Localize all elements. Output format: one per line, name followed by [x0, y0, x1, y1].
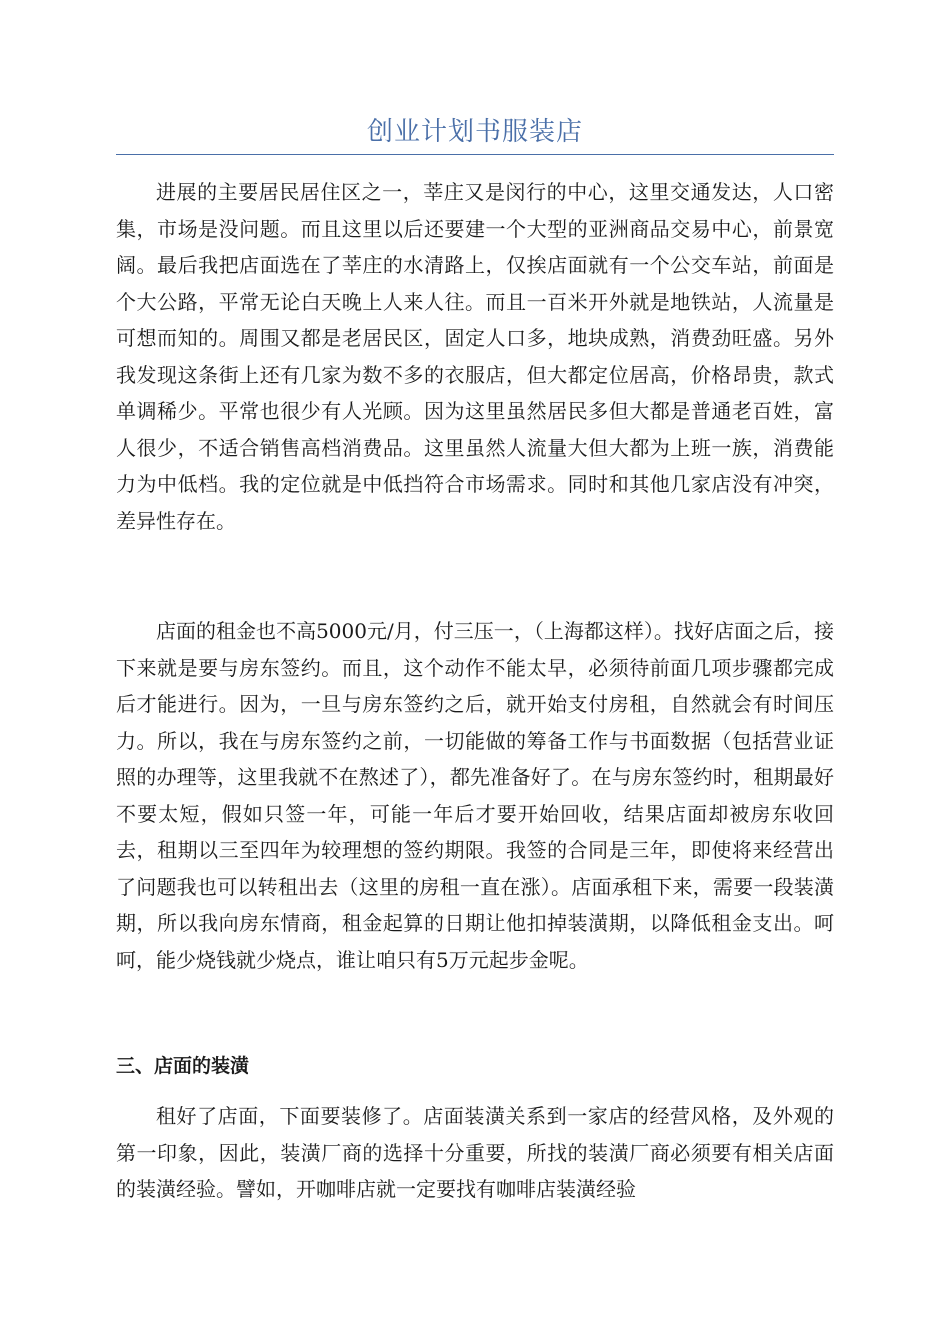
body-paragraph-decoration: 租好了店面，下面要装修了。店面装潢关系到一家店的经营风格，及外观的第一印象，因此，装潢厂商的选择十分重要，所找的装潢厂商必须要有相关店面的装潢经验。譬如，开咖啡店就一定要找有咖啡店装潢经验 [116, 1104, 834, 1201]
document-title: 创业计划书服装店 [366, 117, 583, 147]
section-heading-decoration: 三、店面的装潢 [116, 1055, 250, 1077]
body-paragraph-location: 进展的主要居民居住区之一，莘庄又是闵行的中心，这里交通发达，人口密集，市场是没问题。而且这里以后还要建一个大型的亚洲商品交易中心，前景宽阔。最后我把店面选在了莘庄的水清路上，仅挨店面就有一个公交车站，前面是个大公路，平常无论白天晚上人来人往。而且一百米开外就是地铁站，人流量是可想而知的。周围又都是老居民区，固定人口多，地块成熟，消费劲旺盛。另外我发现这条街上还有几家为数不多的衣服店，但大都定位居高，价格昂贵，款式单调稀少。平常也很少有人光顾。因为这里虽然居民多但大都是普通老百姓，富人很少，不适合销售高档消费品。这里虽然人流量大但大都为上班一族，消费能力为中低档。我的定位就是中低挡符合市场需求。同时和其他几家店没有冲突，差异性存在。 [116, 180, 834, 533]
body-paragraph-rent: 店面的租金也不高5000元/月，付三压一，（上海都这样）。找好店面之后，接下来就是要与房东签约。而且，这个动作不能太早，必须待前面几项步骤都完成后才能进行。因为，一旦与房东签约之后，就开始支付房租，自然就会有时间压力。所以，我在与房东签约之前，一切能做的筹备工作与书面数据（包括营业证照的办理等，这里我就不在熬述了），都先准备好了。在与房东签约时，租期最好不要太短，假如只签一年，可能一年后才要开始回收，结果店面却被房东收回去，租期以三至四年为较理想的签约期限。我签的合同是三年，即使将来经营出了问题我也可以转租出去（这里的房租一直在涨）。店面承租下来，需要一段装潢期，所以我向房东情商，租金起算的日期让他扣掉装潢期，以降低租金支出。呵呵，能少烧钱就少烧点，谁让咱只有5万元起步金呢。 [116, 619, 834, 972]
title-underline [116, 154, 834, 155]
